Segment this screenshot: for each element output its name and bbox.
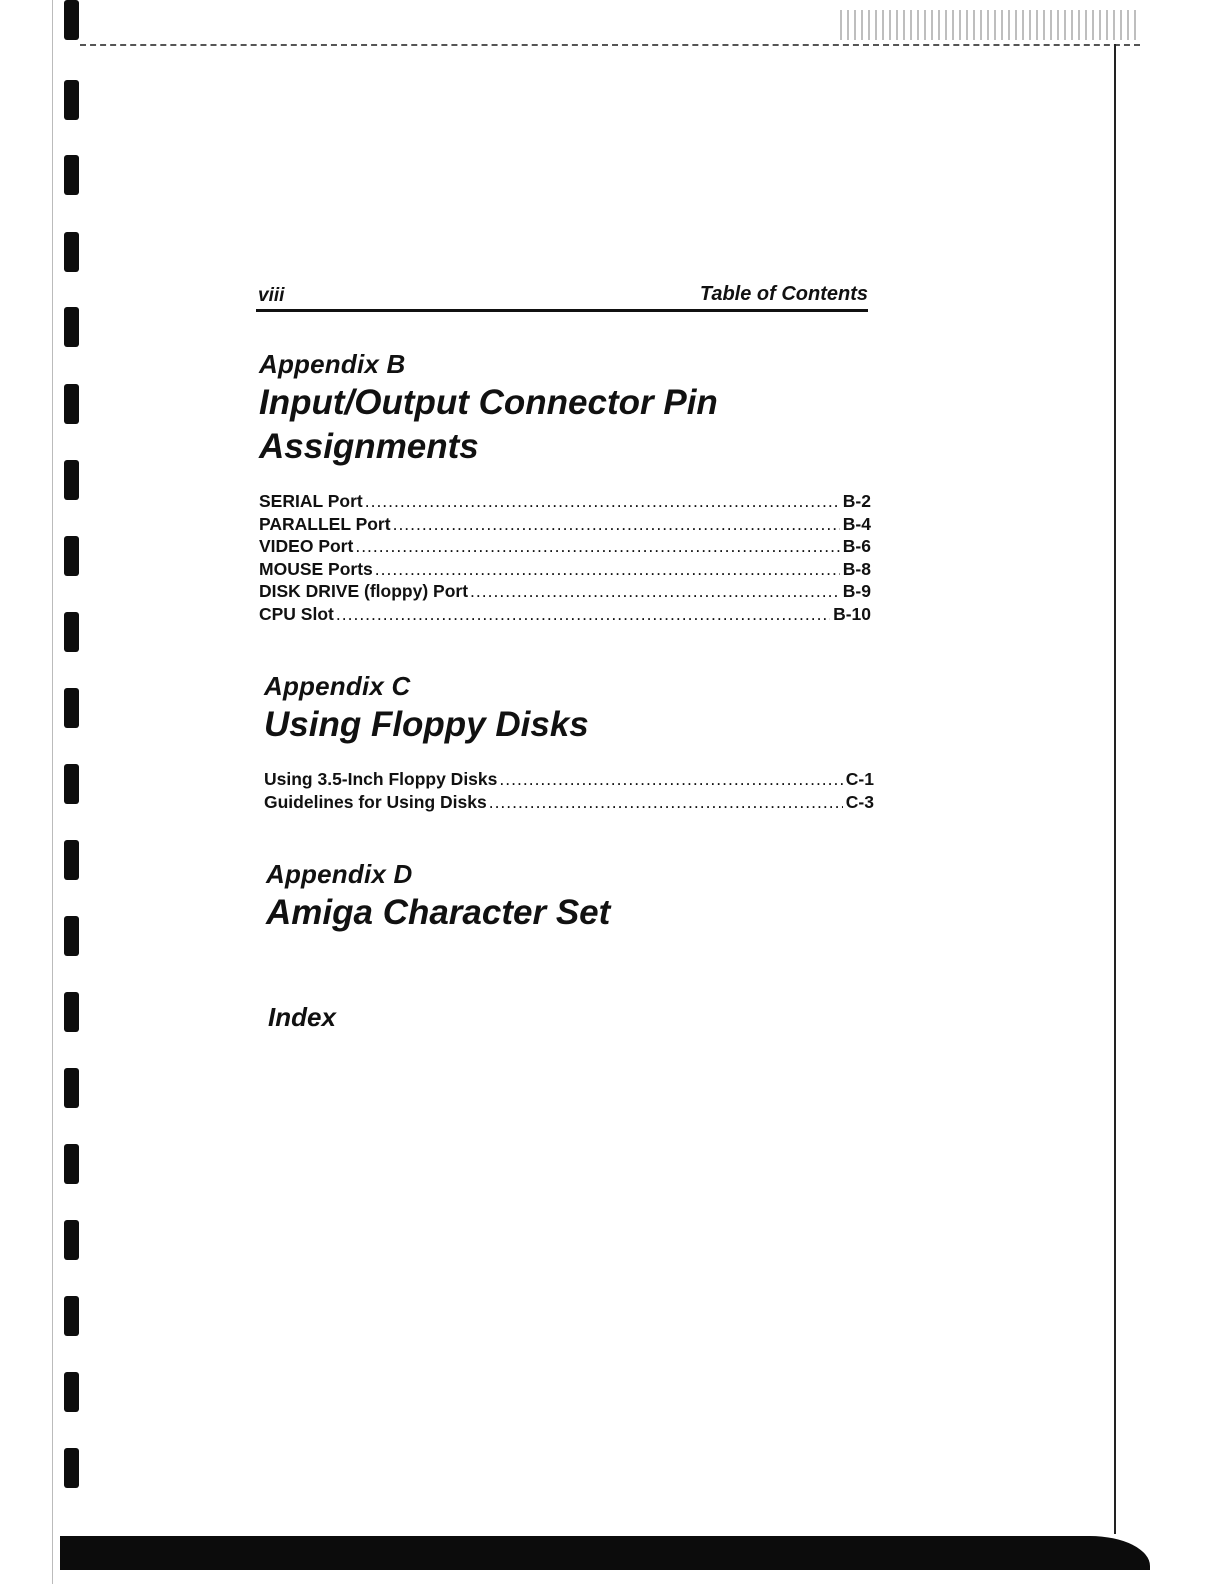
scan-bottom-shadow: [60, 1536, 1150, 1570]
appendix-label: Appendix B: [259, 349, 406, 379]
appendix-title: Amiga Character Set: [266, 893, 611, 932]
toc-entry-text: PARALLEL Port: [259, 513, 391, 534]
toc-entry[interactable]: [259, 603, 871, 626]
toc-list: [264, 768, 874, 813]
dot-leader: [393, 513, 840, 536]
binding-hole: [64, 1372, 79, 1412]
binding-hole: [64, 232, 79, 272]
toc-entry-text: Using 3.5-Inch Floppy Disks: [264, 769, 498, 789]
toc-entry-page: C-3: [845, 791, 874, 812]
appendix-label: Appendix C: [264, 671, 411, 701]
binding-hole: [64, 1144, 79, 1184]
scan-right-edge: [1114, 44, 1116, 1534]
scan-left-edge: [52, 0, 53, 1584]
binding-hole: [64, 764, 79, 804]
binding-hole: [64, 612, 79, 652]
toc-entry-text: VIDEO Port: [259, 536, 354, 557]
binding-hole: [64, 840, 79, 880]
toc-entry[interactable]: [259, 535, 871, 558]
toc-entry-text: Guidelines for Using Disks: [264, 791, 487, 812]
dot-leader: [499, 768, 842, 791]
appendix-title-continued: Assignments: [259, 427, 479, 466]
dot-leader: [470, 580, 840, 603]
toc-entry-page: B-9: [842, 581, 871, 602]
appendix-b-section: [259, 348, 879, 626]
dot-leader: [336, 603, 830, 626]
binding-hole: [64, 1068, 79, 1108]
toc-entry[interactable]: [259, 580, 871, 603]
binding-hole: [64, 384, 79, 424]
toc-entry-text: SERIAL Port: [259, 491, 363, 511]
binding-hole: [64, 460, 79, 500]
binding-hole: [64, 1448, 79, 1488]
scan-noise: [840, 10, 1140, 40]
appendix-c-section: [264, 670, 884, 813]
toc-entry-page: B-4: [842, 513, 871, 534]
toc-entry[interactable]: [259, 490, 871, 513]
appendix-title: Input/Output Connector Pin: [259, 383, 718, 422]
toc-entry-text: DISK DRIVE (floppy) Port: [259, 581, 469, 602]
index-label[interactable]: Index: [268, 1002, 336, 1032]
appendix-title: Using Floppy Disks: [264, 705, 589, 744]
binding-hole: [64, 1296, 79, 1336]
toc-entry[interactable]: [259, 513, 871, 536]
running-header: [256, 283, 868, 312]
binding-hole: [64, 155, 79, 195]
binding-hole: [64, 0, 79, 40]
binding-hole: [64, 1220, 79, 1260]
dot-leader: [365, 490, 840, 513]
appendix-d-section: [266, 858, 886, 934]
dot-leader: [375, 558, 840, 581]
toc-entry[interactable]: [264, 768, 874, 791]
toc-entry-page: B-6: [842, 536, 871, 557]
header-title: Table of Contents: [699, 283, 868, 305]
toc-entry-page: C-1: [845, 769, 874, 789]
appendix-label: Appendix D: [266, 859, 413, 889]
binding-hole: [64, 992, 79, 1032]
scan-top-edge: [80, 44, 1140, 46]
dot-leader: [355, 535, 839, 558]
page-number: viii: [258, 285, 285, 306]
binding-hole: [64, 916, 79, 956]
dot-leader: [489, 791, 843, 814]
toc-entry-text: CPU Slot: [259, 603, 334, 624]
binding-hole: [64, 536, 79, 576]
toc-entry[interactable]: [264, 791, 874, 814]
toc-entry-page: B-2: [842, 491, 871, 511]
toc-entry-page: B-8: [842, 558, 871, 579]
toc-entry-text: MOUSE Ports: [259, 558, 373, 579]
toc-list: [259, 490, 871, 626]
binding-hole: [64, 307, 79, 347]
binding-hole: [64, 688, 79, 728]
binding-hole: [64, 80, 79, 120]
toc-entry-page: B-10: [833, 603, 871, 624]
toc-entry[interactable]: [259, 558, 871, 581]
